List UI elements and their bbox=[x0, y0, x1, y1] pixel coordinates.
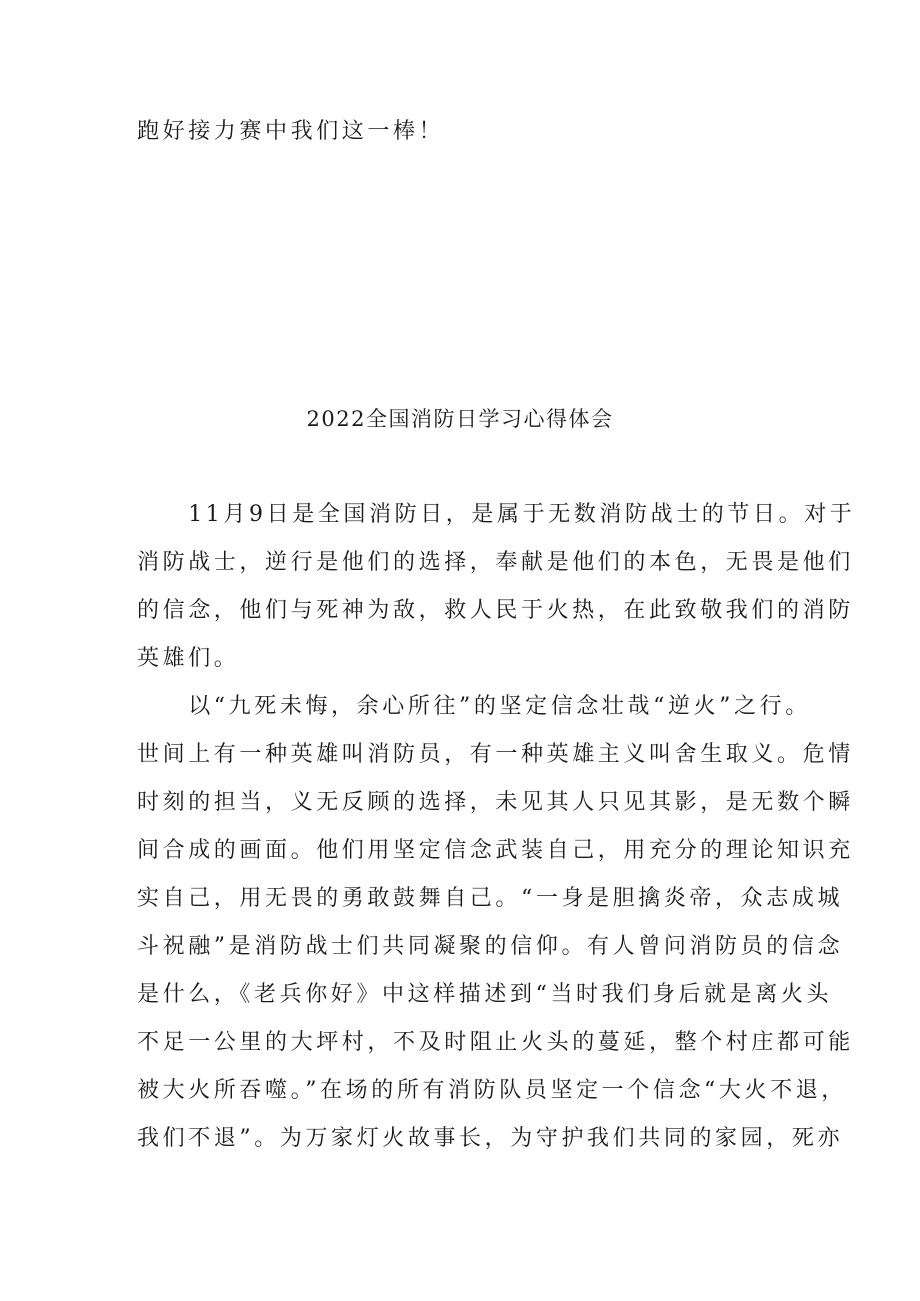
body-line: 时刻的担当，义无反顾的选择，未见其人只见其影，是无数个瞬 bbox=[137, 790, 854, 815]
body-line: 是什么，《老兵你好》中这样描述到“当时我们身后就是离火头 bbox=[137, 982, 833, 1007]
fragment-line: 跑好接力赛中我们这一棒！ bbox=[137, 119, 445, 144]
body-line: 我们不退”。为万家灯火故事长，为守护我们共同的家园，死亦 bbox=[137, 1126, 844, 1151]
body-line: 消防战士，逆行是他们的选择，奉献是他们的本色，无畏是他们 bbox=[137, 550, 854, 575]
body-line: 间合成的画面。他们用坚定信念武装自己，用充分的理论知识充 bbox=[137, 838, 854, 863]
body-line: 以“九死未悔，余心所往”的坚定信念壮哉“逆火”之行。 bbox=[137, 694, 811, 719]
body-line: 被大火所吞噬。”在场的所有消防队员坚定一个信念“大火不退， bbox=[137, 1078, 847, 1103]
document-title: 2022全国消防日学习心得体会 bbox=[306, 407, 614, 431]
body-line: 不足一公里的大坪村，不及时阻止火头的蔓延，整个村庄都可能 bbox=[137, 1030, 854, 1055]
body-line: 的信念，他们与死神为敌，救人民于火热，在此致敬我们的消防 bbox=[137, 598, 854, 623]
body-line: 斗祝融”是消防战士们共同凝聚的信仰。有人曾问消防员的信念 bbox=[137, 934, 844, 959]
body-line: 世间上有一种英雄叫消防员，有一种英雄主义叫舍生取义。危情 bbox=[137, 742, 854, 767]
body-line: 实自己，用无畏的勇敢鼓舞自己。“一身是胆擒炎帝，众志成城 bbox=[137, 886, 844, 911]
body-line: 英雄们。 bbox=[137, 646, 240, 671]
body-line: 11月9日是全国消防日，是属于无数消防战士的节日。对于 bbox=[137, 502, 856, 527]
